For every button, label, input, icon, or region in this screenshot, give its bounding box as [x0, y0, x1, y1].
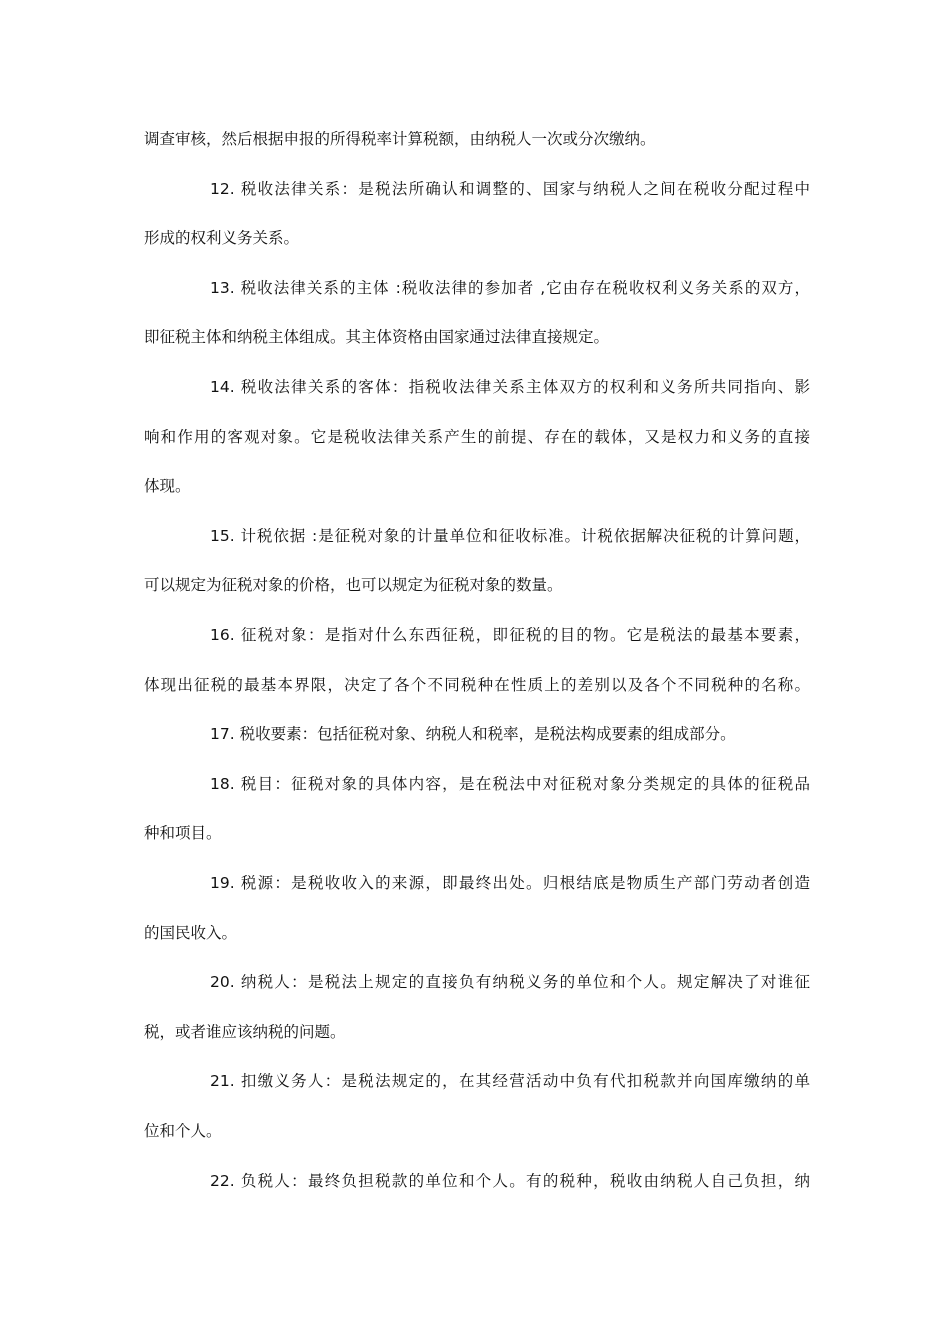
text-line: 税，或者谁应该纳税的问题。	[144, 1023, 346, 1041]
text-line: 体现出征税的最基本界限，决定了各个不同税种在性质上的差别以及各个不同税种的名称。	[144, 676, 810, 694]
text-line: 13. 税收法律关系的主体 :税收法律的参加者 ,它由存在税收权利义务关系的双方，	[210, 279, 810, 297]
text-line: 18. 税目：征税对象的具体内容，是在税法中对征税对象分类规定的具体的征税品	[210, 775, 810, 793]
text-line: 19. 税源：是税收收入的来源，即最终出处。归根结底是物质生产部门劳动者创造	[210, 874, 810, 892]
text-line: 即征税主体和纳税主体组成。其主体资格由国家通过法律直接规定。	[144, 328, 610, 346]
text-line: 15. 计税依据 :是征税对象的计量单位和征收标准。计税依据解决征税的计算问题，	[210, 527, 810, 545]
text-line: 形成的权利义务关系。	[144, 229, 300, 247]
text-line: 调查审核，然后根据申报的所得税率计算税额，由纳税人一次或分次缴纳。	[144, 130, 656, 148]
text-line: 种和项目。	[144, 824, 222, 842]
text-line: 的国民收入。	[144, 924, 238, 942]
text-line: 20. 纳税人：是税法上规定的直接负有纳税义务的单位和个人。规定解决了对谁征	[210, 973, 810, 991]
text-line: 可以规定为征税对象的价格，也可以规定为征税对象的数量。	[144, 576, 563, 594]
text-line: 响和作用的客观对象。它是税收法律关系产生的前提、存在的载体，又是权力和义务的直接	[144, 428, 810, 446]
text-line: 22. 负税人：最终负担税款的单位和个人。有的税种，税收由纳税人自己负担，纳	[210, 1172, 810, 1190]
text-line: 14. 税收法律关系的客体：指税收法律关系主体双方的权利和义务所共同指向、影	[210, 378, 810, 396]
text-line: 21. 扣缴义务人：是税法规定的，在其经营活动中负有代扣税款并向国库缴纳的单	[210, 1072, 810, 1090]
text-line: 17. 税收要素：包括征税对象、纳税人和税率，是税法构成要素的组成部分。	[210, 725, 736, 743]
text-line: 体现。	[144, 477, 191, 495]
text-line: 16. 征税对象：是指对什么东西征税，即征税的目的物。它是税法的最基本要素，	[210, 626, 810, 644]
text-line: 位和个人。	[144, 1122, 222, 1140]
text-line: 12. 税收法律关系：是税法所确认和调整的、国家与纳税人之间在税收分配过程中	[210, 180, 810, 198]
